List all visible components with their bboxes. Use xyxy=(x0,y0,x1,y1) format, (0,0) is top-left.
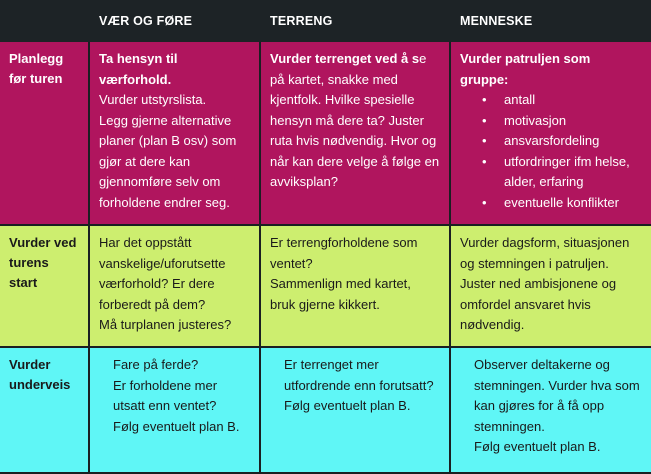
cell-line: Observer deltakerne og xyxy=(474,357,610,372)
cell-line: Juster ned ambisjonene og xyxy=(460,276,617,291)
bullet-item: • utfordringer ifm helse, alder, erfaring xyxy=(482,152,642,193)
cell-line: vanskelige/uforutsette xyxy=(99,255,226,271)
cell-line: stemningen. xyxy=(474,418,545,434)
bullet-item: • antall xyxy=(482,90,642,111)
cell-line: bruk gjerne kikkert. xyxy=(270,296,380,312)
header-terrain: TERRENG xyxy=(261,0,451,42)
row-label-line: start xyxy=(9,275,38,290)
cell-underway-terrain xyxy=(261,348,451,474)
row-label-line: Vurder ved xyxy=(9,235,77,250)
cell-line: Følg eventuelt plan B. xyxy=(284,398,411,413)
cell-padded-content xyxy=(270,355,440,417)
cell-padded-content xyxy=(460,355,642,458)
cell-bold-line: Vurder patruljen som xyxy=(460,51,591,66)
cell-line: Følg eventuelt plan B. xyxy=(474,439,601,454)
cell-bold-line: gruppe: xyxy=(460,71,509,87)
cell-fragment: e xyxy=(419,51,427,66)
cell-line: stemningen. Vurder hva som xyxy=(474,377,640,393)
cell-start-terrain xyxy=(261,226,451,348)
cell-line: Følg eventuelt plan B. xyxy=(113,418,240,434)
row-label-line: underveis xyxy=(9,377,71,392)
header-weather: VÆR OG FØRE xyxy=(90,0,261,42)
header-people: MENNESKE xyxy=(451,0,651,42)
cell-line: gjennomføre selv om xyxy=(99,174,221,189)
cell-line: nødvendig. xyxy=(460,317,525,332)
row-label-plan xyxy=(0,42,90,226)
cell-line: Vurder dagsform, situasjonen xyxy=(460,235,630,250)
cell-padded-content xyxy=(99,355,250,437)
cell-mixed-line xyxy=(270,49,440,70)
cell-underway-weather xyxy=(90,348,261,474)
row-label-line: Vurder xyxy=(9,357,51,372)
cell-underway-people xyxy=(451,348,651,474)
cell-line: Har det oppstått xyxy=(99,235,192,250)
cell-line: når kan dere velge å følge en xyxy=(270,153,440,169)
cell-line: kan gjøres for å få opp xyxy=(474,398,605,413)
cell-line: utsatt enn ventet? xyxy=(113,398,217,413)
cell-line: Er terrengforholdene som xyxy=(270,235,418,250)
cell-line: planer (plan B osv) som xyxy=(99,133,237,148)
bullet-item: • motivasjon xyxy=(482,111,642,132)
row-label-start xyxy=(0,226,90,348)
cell-line: hensyn må dere ta? Juster xyxy=(270,112,424,128)
cell-line: ventet? xyxy=(270,255,313,271)
cell-bold-fragment: Vurder terrenget ved å s xyxy=(270,51,420,66)
cell-plan-terrain xyxy=(261,42,451,226)
cell-line: Er forholdene mer xyxy=(113,377,218,393)
row-label-line: før turen xyxy=(9,71,63,86)
cell-line: forholdene endrer seg. xyxy=(99,194,230,210)
cell-line: Legg gjerne alternative xyxy=(99,112,232,128)
row-label-line: Planlegg xyxy=(9,51,64,66)
row-label-line: turens xyxy=(9,255,49,270)
bullet-item: • ansvarsfordeling xyxy=(482,131,642,152)
cell-bold-line: værforhold. xyxy=(99,71,172,87)
cell-line: Fare på ferde? xyxy=(113,357,199,372)
header-empty-cell xyxy=(0,0,90,42)
people-bullet-list xyxy=(460,90,642,213)
cell-line: og stemningen i patruljen. xyxy=(460,255,609,271)
cell-line: Vurder utstyrslista. xyxy=(99,92,207,107)
cell-line: på kartet, snakke med xyxy=(270,71,398,87)
cell-start-weather xyxy=(90,226,261,348)
cell-line: kjentfolk. Hvilke spesielle xyxy=(270,92,415,107)
cell-line: Sammenlign med kartet, xyxy=(270,276,411,291)
cell-line: omfordel ansvaret hvis xyxy=(460,296,591,312)
cell-line: avviksplan? xyxy=(270,174,338,189)
cell-plan-weather xyxy=(90,42,261,226)
cell-line: Er terrenget mer xyxy=(284,357,379,372)
cell-line: ruta hvis nødvendig. Hvor og xyxy=(270,133,437,148)
cell-plan-people xyxy=(451,42,651,226)
cell-line: værforhold? Er dere xyxy=(99,276,215,291)
cell-line: Må turplanen justeres? xyxy=(99,317,232,332)
row-label-underway xyxy=(0,348,90,474)
cell-bold-line: Ta hensyn til xyxy=(99,51,178,66)
cell-start-people xyxy=(451,226,651,348)
cell-line: gjør at dere kan xyxy=(99,153,191,169)
cell-line: forberedt på dem? xyxy=(99,296,206,312)
bullet-item: • eventuelle konflikter xyxy=(482,193,642,214)
cell-line: utfordrende enn forutsatt? xyxy=(284,377,434,393)
